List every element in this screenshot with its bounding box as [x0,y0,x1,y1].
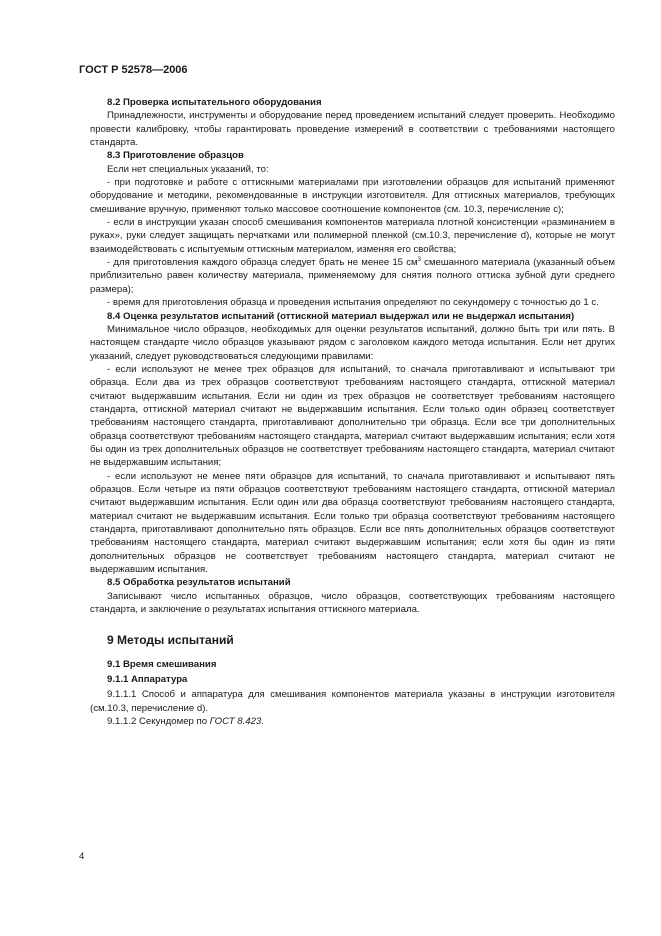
section-8-4-paragraph: Минимальное число образцов, необходимых для оценки результатов испытаний, должно быть три или пять. В настоящем стандарте число образцов указывают рядом с заголовком каждого метода испытания. Если нет других указаний, следует руководствоваться следующими правилами: [90,323,615,362]
section-9-1-1-title: 9.1.1 Аппаратура [107,674,188,686]
clause-9-1-1-2 [90,715,615,728]
section-8-3-title: 8.3 Приготовление образцов [107,150,244,162]
section-9-title: 9 Методы испытаний [107,633,234,648]
section-8-2-title: 8.2 Проверка испытательного оборудования [107,97,322,108]
clause-9-1-1-1: 9.1.1.1 Способ и аппаратура для смешивания компонентов материала указаны в инструкции изготовителя (см.10.3, перечисление d). [90,689,615,714]
item-text: смешанного материала (указанный объем приблизительно равен количеству материала, применяемому для снятия полного оттиска зубной дуги среднего размера); [90,257,615,295]
section-8-3-item [90,256,615,296]
section-8-3-item: - время для приготовления образца и проведения испытания определяют по секундомеру с точностью до 1 с. [107,297,599,309]
document-header: ГОСТ Р 52578—2006 [79,64,188,76]
section-8-3-item: - если в инструкции указан способ смешивания компонентов материала плотной консистенции «разминанием в руках», руки следует защищать перчатками или полимерной пленкой (см.10.3, перечисление d), которые не могут взаимодействовать с испытуемым оттискным материалом, изменяя его свойства; [90,217,615,255]
section-8-4-rule: - если используют не менее пяти образцов для испытаний, то сначала приготавливают и испытывают пять образцов. Если четыре из пяти образцов соответствуют требованиям настоящего стандарта, оттискной материал считают выдержавшим испытания. Если один или два образца соответствуют требованиям настоящего стандарта, материал считают не выдержавшим испытания. Если только три образца соответствуют требованиям настоящего стандарта, приготавливают дополнительно пять образцов. Если все пять дополнительных образцов соответствуют требованиям настоящего стандарта, материал считают выдержавшим испытания; если хотя бы один из пяти дополнительных образцов не соответствует требованиям настоящего стандарта, материал считают не выдержавшим испытания. [90,470,615,576]
item-text: - для приготовления каждого образца следует брать не менее 15 см [107,257,418,269]
document-body [90,96,615,728]
standard-reference: ГОСТ 8.423 [209,716,262,728]
section-8-4-title: 8.4 Оценка результатов испытаний (оттискной материал выдержал или не выдержал испытания) [107,310,575,322]
page-number: 4 [79,851,85,862]
clause-text: 9.1.1.2 Секундомер по [107,716,210,728]
section-9-1-title: 9.1 Время смешивания [107,658,217,670]
section-8-5-paragraph: Записывают число испытанных образцов, число образцов, соответствующих требованиям настоящего стандарта, и заключение о результатах испытания оттискного материала. [90,590,615,616]
section-8-4-rule: - если используют не менее трех образцов для испытаний, то сначала приготавливают и испытывают три образца. Если два из трех образцов соответствуют требованиям настоящего стандарта, оттискной материал считают выдержавшим испытания. Если ни один из трех образцов не соответствует требованиям настоящего стандарта, оттискной материал считают не выдержавшим испытания. Если только один образец соответствует требованиям настоящего стандарта, приготавливают дополнительно три образца. Если все три дополнительных образца соответствуют требованиям настоящего стандарта, материал считают выдержавшим испытания; если хотя бы один из трех дополнительных образцов не соответствует требованиям настоящего стандарта, материал считают не выдержавшим испытания; [90,363,615,469]
clause-text: . [261,716,264,728]
section-8-3-intro: Если нет специальных указаний, то: [107,163,269,175]
section-8-5-title: 8.5 Обработка результатов испытаний [107,577,291,589]
section-8-3-item: - при подготовке и работе с оттискными материалами при изготовлении образцов для испытаний применяют оборудование и методики, рекомендованные в инструкции изготовителя. Для оттискных материалов, требующих смешивание вручную, применяют только массовое соотношение компонентов (см. 10.3, перечисление с); [90,177,615,215]
section-8-2-paragraph: Принадлежности, инструменты и оборудование перед проведением испытаний следует проверить. Необходимо провести калибровку, чтобы гарантировать проведение измерений в соответствии с требованиями настоящего стандарта. [90,110,615,149]
superscript: 3 [417,257,421,264]
